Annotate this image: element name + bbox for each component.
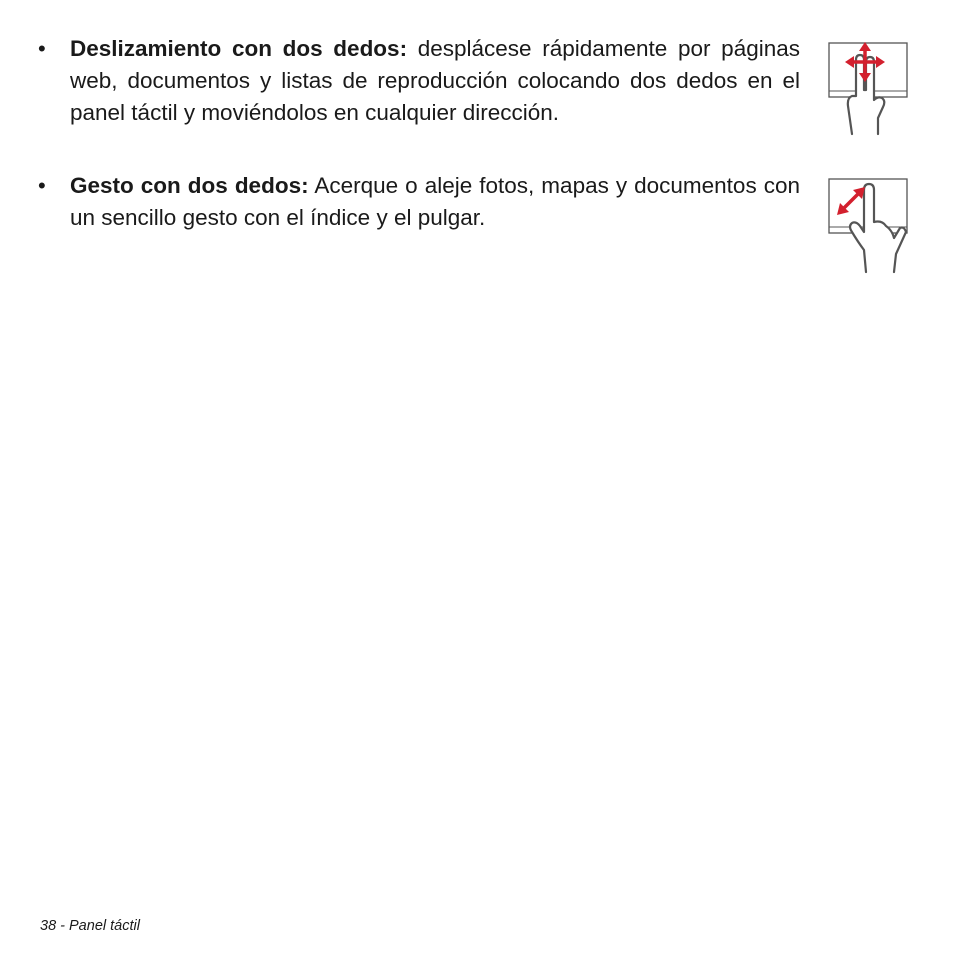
bullet-title: Deslizamiento con dos dedos: [70,36,408,61]
bullet-marker: • [38,36,46,61]
bullet-text [70,33,800,129]
two-finger-scroll-icon [826,40,910,144]
bullet-text [70,170,800,234]
bullet-marker: • [38,173,46,198]
page-footer: 38 - Panel táctil [40,918,140,934]
bullet-body: desplácese rápidamente por páginas web, documentos y listas de reproducción colocando dos dedos en el panel táctil y moviéndolos en cualquier dirección. [70,36,800,125]
bullet-title: Gesto con dos dedos: [70,173,309,198]
bullet-body: Acerque o aleje fotos, mapas y documentos con un sencillo gesto con el índice y el pulgar. [70,173,800,230]
pinch-zoom-icon [826,176,910,276]
